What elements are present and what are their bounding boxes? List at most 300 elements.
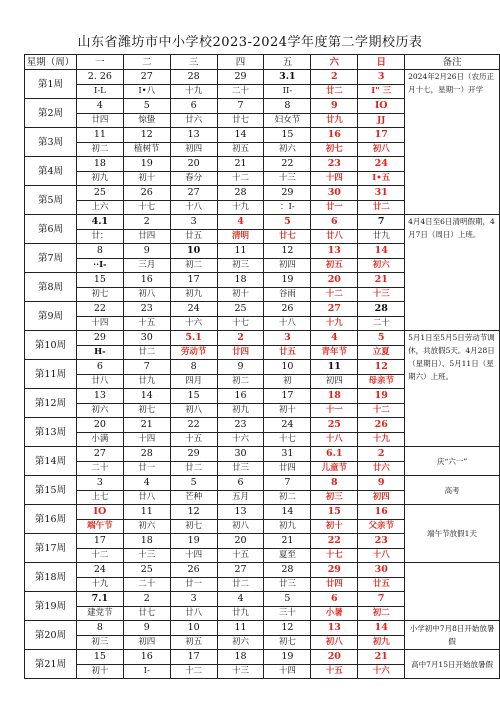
solar-date: 25 <box>311 418 357 433</box>
solar-date: 12 <box>358 360 404 375</box>
lunar-date: 二十 <box>91 463 109 473</box>
lunar-date: 十三 <box>138 550 156 560</box>
day-cell <box>311 215 358 244</box>
lunar-date: 妇女节 <box>274 115 301 125</box>
day-cell <box>76 389 123 418</box>
solar-date: 28 <box>218 186 264 201</box>
lunar-date: 夏至 <box>278 550 296 560</box>
solar-date: 24 <box>264 418 310 433</box>
day-cell <box>217 244 264 273</box>
solar-date: 8 <box>264 99 310 114</box>
day-cell <box>264 505 311 534</box>
solar-date: 6 <box>171 99 217 114</box>
lunar-date: 初八 <box>138 289 156 299</box>
day-cell <box>311 389 358 418</box>
lunar-date: 初八 <box>185 405 203 415</box>
lunar-date: 廿五 <box>185 231 203 241</box>
header-cell: 备注 <box>405 55 500 70</box>
lunar-date: 初三 <box>325 492 343 502</box>
day-cell <box>264 331 311 360</box>
solar-date: 14 <box>358 244 404 259</box>
lunar-date: 十四 <box>91 318 109 328</box>
lunar-date: 十九 <box>91 579 109 589</box>
solar-date: 7.1 <box>77 592 123 607</box>
solar-date: 21 <box>264 534 310 549</box>
day-cell <box>76 592 123 621</box>
lunar-date: 初二 <box>91 144 109 154</box>
solar-date: 15 <box>311 505 357 520</box>
day-cell <box>170 621 217 650</box>
day-cell <box>217 331 264 360</box>
remark-cell: 端午节放假1天 <box>405 505 500 563</box>
solar-date: 28 <box>264 563 310 578</box>
lunar-date: 初五 <box>232 144 250 154</box>
day-cell <box>170 244 217 273</box>
solar-date: 3.1 <box>264 70 310 85</box>
solar-date: 30 <box>311 186 357 201</box>
solar-date: 11 <box>124 505 170 520</box>
day-cell <box>123 302 170 331</box>
solar-date: 30 <box>358 563 404 578</box>
lunar-date: 廿一 <box>325 202 343 212</box>
day-cell <box>217 186 264 215</box>
lunar-date: 廿二 <box>232 579 250 589</box>
solar-date: 2 <box>124 592 170 607</box>
solar-date: 5 <box>264 592 310 607</box>
day-cell <box>264 99 311 128</box>
day-cell <box>358 534 405 563</box>
lunar-date: 廿二 <box>325 86 343 96</box>
solar-date: 29 <box>264 186 310 201</box>
day-cell <box>76 447 123 476</box>
remark-cell: 高中7月15日开始放暑假 <box>405 650 500 679</box>
lunar-date: 十二 <box>232 173 250 183</box>
solar-date: 12 <box>264 244 310 259</box>
lunar-date: 十二 <box>325 289 343 299</box>
day-cell <box>311 99 358 128</box>
day-cell <box>358 563 405 592</box>
day-cell <box>217 360 264 389</box>
day-cell <box>170 360 217 389</box>
solar-date: 18 <box>311 389 357 404</box>
solar-date: 16 <box>358 505 404 520</box>
solar-date: 28 <box>358 302 404 317</box>
solar-date: 17 <box>358 128 404 143</box>
lunar-date: 初二 <box>278 492 296 502</box>
day-cell <box>123 592 170 621</box>
lunar-date: 初四 <box>138 637 156 647</box>
day-cell <box>76 244 123 273</box>
lunar-date: 十二 <box>372 405 390 415</box>
calendar-table <box>24 54 500 679</box>
day-cell <box>170 563 217 592</box>
solar-date: 17 <box>171 650 217 665</box>
solar-date: 22 <box>311 534 357 549</box>
solar-date: 2 <box>218 331 264 346</box>
day-cell <box>76 505 123 534</box>
week-label: 第2周 <box>25 99 77 128</box>
solar-date: 12 <box>124 128 170 143</box>
lunar-date: 初五 <box>185 637 203 647</box>
lunar-date: 初十 <box>91 666 109 676</box>
lunar-date: 廿九 <box>372 231 390 241</box>
day-cell <box>123 534 170 563</box>
lunar-date: 初七 <box>278 637 296 647</box>
solar-date: 28 <box>171 70 217 85</box>
lunar-date: I-L <box>93 86 106 96</box>
lunar-date: 十七 <box>138 202 156 212</box>
lunar-date: 初二 <box>185 260 203 270</box>
day-cell <box>264 186 311 215</box>
week-label: 第9周 <box>25 302 77 331</box>
remark-cell: 4月4日至6日清明假期，4月7日（周日）上班。 <box>405 215 500 331</box>
solar-date: 4 <box>311 331 357 346</box>
lunar-date: 三十 <box>278 608 296 618</box>
solar-date: 4.1 <box>77 215 123 230</box>
day-cell <box>311 505 358 534</box>
day-cell <box>76 534 123 563</box>
lunar-date: 十六 <box>372 666 390 676</box>
lunar-date: 十八 <box>372 550 390 560</box>
lunar-date: I•五 <box>372 173 391 183</box>
solar-date: 19 <box>124 157 170 172</box>
lunar-date: 廿八 <box>185 608 203 618</box>
lunar-date: 初八 <box>325 637 343 647</box>
day-cell <box>217 128 264 157</box>
day-cell <box>264 215 311 244</box>
day-cell <box>170 592 217 621</box>
day-cell <box>123 331 170 360</box>
lunar-date: 廿八 <box>91 376 109 386</box>
lunar-date: 十四 <box>138 434 156 444</box>
solar-date: 4 <box>218 592 264 607</box>
solar-date: 28 <box>124 447 170 462</box>
lunar-date: 廿六 <box>372 463 390 473</box>
day-cell <box>123 505 170 534</box>
day-cell <box>123 418 170 447</box>
lunar-date: 廿九 <box>325 115 343 125</box>
solar-date: 21 <box>358 650 404 665</box>
lunar-date: 二十 <box>372 318 390 328</box>
lunar-date: 十五 <box>185 434 203 444</box>
week-label: 第7周 <box>25 244 77 273</box>
solar-date: 6 <box>218 476 264 491</box>
lunar-date: 初十 <box>325 521 343 531</box>
day-cell <box>76 128 123 157</box>
lunar-date: 春分 <box>185 173 203 183</box>
solar-date: 10 <box>171 244 217 259</box>
day-cell <box>217 302 264 331</box>
solar-date: 27 <box>171 186 217 201</box>
lunar-date: 廿九 <box>138 376 156 386</box>
lunar-date: 四月 <box>185 376 203 386</box>
day-cell <box>170 389 217 418</box>
lunar-date: 廿四 <box>278 463 296 473</box>
solar-date: 27 <box>77 447 123 462</box>
solar-date: 22 <box>171 418 217 433</box>
lunar-date: 十八 <box>325 434 343 444</box>
lunar-date: 十五 <box>232 550 250 560</box>
lunar-date: 初五 <box>325 260 343 270</box>
solar-date: 8 <box>311 476 357 491</box>
day-cell <box>170 157 217 186</box>
day-cell <box>264 476 311 505</box>
solar-date: 20 <box>218 534 264 549</box>
lunar-date: 十六 <box>185 318 203 328</box>
solar-date: 14 <box>218 128 264 143</box>
lunar-date: 初七 <box>91 289 109 299</box>
day-cell <box>358 505 405 534</box>
day-cell <box>217 534 264 563</box>
day-cell <box>76 418 123 447</box>
day-cell <box>358 447 405 476</box>
day-cell <box>264 621 311 650</box>
lunar-date: 三月 <box>138 260 156 270</box>
day-cell <box>76 157 123 186</box>
solar-date: 6.1 <box>311 447 357 462</box>
lunar-date: 儿童节 <box>321 463 348 473</box>
week-row <box>25 215 500 244</box>
solar-date: 8 <box>171 360 217 375</box>
solar-date: 9 <box>124 621 170 636</box>
lunar-date: ：I- <box>280 202 295 212</box>
lunar-date: 十一 <box>325 405 343 415</box>
day-cell <box>264 534 311 563</box>
solar-date: 14 <box>264 505 310 520</box>
week-row <box>25 476 500 505</box>
day-cell <box>123 563 170 592</box>
lunar-date: 廿七 <box>278 231 296 241</box>
lunar-date: 初七 <box>185 521 203 531</box>
lunar-date: 初八 <box>232 521 250 531</box>
day-cell <box>76 215 123 244</box>
header-cell: 三 <box>170 55 217 70</box>
lunar-date: 十七 <box>278 434 296 444</box>
day-cell <box>170 476 217 505</box>
lunar-date: I- <box>143 666 150 676</box>
day-cell <box>311 418 358 447</box>
lunar-date: 初四 <box>278 260 296 270</box>
day-cell <box>358 186 405 215</box>
day-cell <box>170 128 217 157</box>
solar-date: 7 <box>124 360 170 375</box>
day-cell <box>217 447 264 476</box>
solar-date: 5 <box>358 331 404 346</box>
day-cell <box>311 563 358 592</box>
lunar-date: 廿七 <box>138 608 156 618</box>
solar-date: 7 <box>218 99 264 114</box>
day-cell <box>311 331 358 360</box>
solar-date: 30 <box>218 447 264 462</box>
day-cell <box>76 331 123 360</box>
solar-date: 10 <box>171 621 217 636</box>
solar-date: 17 <box>171 273 217 288</box>
lunar-date: 初九 <box>91 173 109 183</box>
lunar-date: 建党节 <box>87 608 113 618</box>
solar-date: 18 <box>124 534 170 549</box>
solar-date: IO <box>358 99 404 114</box>
lunar-date: 初九 <box>185 289 203 299</box>
solar-date: 5 <box>124 99 170 114</box>
solar-date: 27 <box>124 70 170 85</box>
day-cell <box>170 215 217 244</box>
day-cell <box>311 273 358 302</box>
day-cell <box>264 650 311 679</box>
lunar-date: 廿： <box>91 231 109 241</box>
lunar-date: 初七 <box>138 405 156 415</box>
day-cell <box>217 70 264 99</box>
lunar-date: 初二 <box>372 608 390 618</box>
solar-date: 31 <box>358 186 404 201</box>
solar-date: 13 <box>218 505 264 520</box>
week-label: 第19周 <box>25 592 77 621</box>
solar-date: 25 <box>77 186 123 201</box>
lunar-date: 初二 <box>232 376 250 386</box>
lunar-date: 初六 <box>232 637 250 647</box>
day-cell <box>217 650 264 679</box>
solar-date: 10 <box>264 360 310 375</box>
lunar-date: 廿九 <box>232 608 250 618</box>
day-cell <box>170 331 217 360</box>
week-row <box>25 563 500 592</box>
solar-date: 27 <box>218 563 264 578</box>
lunar-date: 廿五 <box>278 347 296 357</box>
day-cell <box>217 476 264 505</box>
day-cell <box>76 563 123 592</box>
lunar-date: 十二 <box>185 666 203 676</box>
page-title: 山东省潍坊市中小学校2023-2024学年度第二学期校历表 <box>77 35 423 50</box>
lunar-date: 十三 <box>278 173 296 183</box>
solar-date: 23 <box>218 418 264 433</box>
day-cell <box>123 389 170 418</box>
solar-date: 13 <box>311 244 357 259</box>
lunar-date: 初八 <box>372 144 390 154</box>
day-cell <box>358 476 405 505</box>
solar-date: 3 <box>171 592 217 607</box>
day-cell <box>311 70 358 99</box>
day-cell <box>217 621 264 650</box>
solar-date: 13 <box>171 128 217 143</box>
remark-cell: 2024年2月26日（农历正月十七，星期一）开学 <box>405 70 500 215</box>
lunar-date: 上七 <box>91 492 109 502</box>
week-label: 第14周 <box>25 447 77 476</box>
solar-date: 14 <box>358 621 404 636</box>
solar-date: 25 <box>218 302 264 317</box>
solar-date: 23 <box>124 302 170 317</box>
day-cell <box>311 534 358 563</box>
lunar-date: 廿三 <box>278 579 296 589</box>
solar-date: 15 <box>77 273 123 288</box>
week-label: 第8周 <box>25 273 77 302</box>
solar-date: 3 <box>77 476 123 491</box>
solar-date: IO <box>77 505 123 520</box>
solar-date: 22 <box>77 302 123 317</box>
lunar-date: 十九 <box>232 202 250 212</box>
lunar-date: 十二 <box>91 550 109 560</box>
lunar-date: 十九 <box>325 318 343 328</box>
day-cell <box>264 360 311 389</box>
solar-date: 20 <box>77 418 123 433</box>
solar-date: 8 <box>77 244 123 259</box>
day-cell <box>170 99 217 128</box>
solar-date: 11 <box>218 244 264 259</box>
week-label: 第20周 <box>25 621 77 650</box>
solar-date: 20 <box>171 157 217 172</box>
day-cell <box>217 215 264 244</box>
lunar-date: 惊蛰 <box>138 115 156 125</box>
week-label: 第3周 <box>25 128 77 157</box>
day-cell <box>217 505 264 534</box>
header-row <box>25 55 500 70</box>
day-cell <box>123 360 170 389</box>
day-cell <box>217 563 264 592</box>
lunar-date: 廿二 <box>138 347 156 357</box>
lunar-date: 植树节 <box>134 144 160 154</box>
solar-date: 20 <box>311 273 357 288</box>
day-cell <box>264 70 311 99</box>
week-row <box>25 331 500 360</box>
solar-date: 5.1 <box>171 331 217 346</box>
lunar-date: 十七 <box>325 550 343 560</box>
week-label: 第4周 <box>25 157 77 186</box>
lunar-date: 十四 <box>185 550 203 560</box>
solar-date: 2 <box>124 215 170 230</box>
solar-date: 9 <box>124 244 170 259</box>
lunar-date: 十七 <box>232 318 250 328</box>
solar-date: 13 <box>311 621 357 636</box>
day-cell <box>311 592 358 621</box>
lunar-date: 初六 <box>278 144 296 154</box>
solar-date: 29 <box>77 331 123 346</box>
day-cell <box>76 273 123 302</box>
day-cell <box>264 128 311 157</box>
day-cell <box>358 157 405 186</box>
lunar-date: 五月 <box>232 492 250 502</box>
week-label: 第15周 <box>25 476 77 505</box>
remark-cell: 高考 <box>405 476 500 505</box>
solar-date: 19 <box>264 273 310 288</box>
day-cell <box>311 621 358 650</box>
solar-date: 26 <box>358 418 404 433</box>
solar-date: 16 <box>218 389 264 404</box>
lunar-date: 端午节 <box>87 521 113 531</box>
day-cell <box>123 447 170 476</box>
day-cell <box>217 418 264 447</box>
day-cell <box>217 273 264 302</box>
day-cell <box>358 331 405 360</box>
day-cell <box>264 244 311 273</box>
solar-date: 4 <box>218 215 264 230</box>
week-label: 第12周 <box>25 389 77 418</box>
solar-date: 19 <box>358 389 404 404</box>
week-row <box>25 70 500 99</box>
lunar-date: 初三 <box>91 637 109 647</box>
solar-date: 22 <box>264 157 310 172</box>
lunar-date: 廿四 <box>138 231 156 241</box>
solar-date: 2 <box>311 70 357 85</box>
lunar-date: 谷雨 <box>278 289 296 299</box>
solar-date: 11 <box>77 128 123 143</box>
lunar-date: 廿四 <box>232 347 250 357</box>
day-cell <box>311 360 358 389</box>
solar-date: 5 <box>264 215 310 230</box>
lunar-date: 十六 <box>232 434 250 444</box>
day-cell <box>123 70 170 99</box>
solar-date: 7 <box>358 592 404 607</box>
day-cell <box>358 70 405 99</box>
header-cell: 五 <box>264 55 311 70</box>
solar-date: 31 <box>264 447 310 462</box>
